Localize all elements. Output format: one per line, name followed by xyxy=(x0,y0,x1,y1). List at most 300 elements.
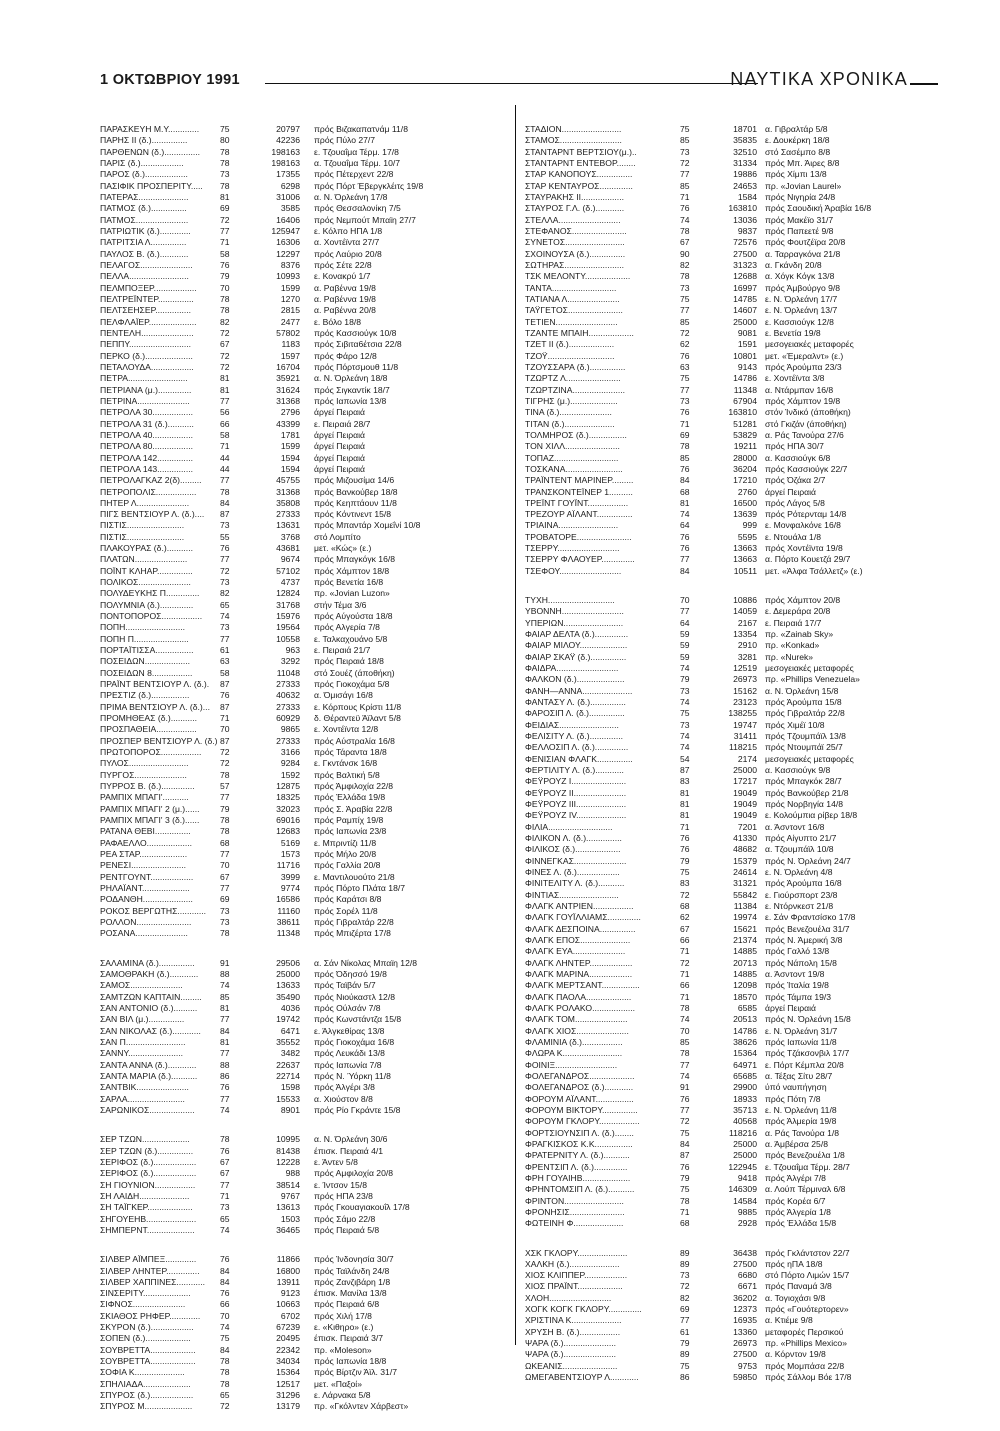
tonnage: 12519 xyxy=(733,663,757,674)
ship-status: ε. Δεμεράρα 20/8 xyxy=(765,606,831,617)
ship-name: ΤΡΟΒΑΤΟΡΕ....................... xyxy=(525,531,632,542)
ship-status: πρός Νεμπούτ Μπαϊη 27/7 xyxy=(314,214,416,225)
ship-status: πρ. «Jovian Luzon» xyxy=(314,588,390,599)
ship-name: ΡΕΝΤΓΟΥΝΤ.................. xyxy=(100,871,194,882)
ship-row xyxy=(525,407,938,418)
ship-name: ΤΟΠΑΖ........................... xyxy=(525,452,619,463)
ship-name: ΦΑΝΗ—ΑΝΝΑ..................... xyxy=(525,685,633,696)
build-year: 85 xyxy=(680,1036,690,1047)
ship-name: ΣΚΥΡΟΝ (δ.).................. xyxy=(100,1322,194,1333)
ship-row xyxy=(525,1184,938,1195)
tonnage: 1599 xyxy=(280,282,300,293)
build-year: 65 xyxy=(220,599,230,610)
build-year: 77 xyxy=(220,792,230,803)
ship-name: ΠΟΪΝΤ ΚΛΗΑΡ............... xyxy=(100,565,193,576)
ship-name: ΠΕΤΡΟΛΑ 143............... xyxy=(100,463,193,474)
ship-status: ε. Γκντάνσκ 16/8 xyxy=(314,758,378,769)
ship-status: α. Τογιοχάσι 9/8 xyxy=(765,1292,826,1303)
ship-name: ΦΛΑΓΚ ΡΟΛΑΚΟ.................. xyxy=(525,1002,636,1013)
ship-name: ΠΑΡΗΣ ΙΙ (δ.)............... xyxy=(100,135,188,146)
build-year: 88 xyxy=(220,968,230,979)
ship-row xyxy=(525,396,938,407)
ship-name: ΦΛΑΜΙΝΙΑ (δ.)................. xyxy=(525,1036,623,1047)
issue-date: 1 ΟΚΤΩΒΡΙΟΥ 1991 xyxy=(100,72,240,88)
ship-name: ΤΟΣΚΑΝΑ........................ xyxy=(525,463,623,474)
build-year: 56 xyxy=(220,407,230,418)
ship-status: πρός ΗΠΑ 30/7 xyxy=(765,441,824,452)
build-year: 76 xyxy=(680,543,690,554)
ship-name: ΦΛΑΓΚ ΠΑΟΛΑ................... xyxy=(525,991,632,1002)
ship-row xyxy=(525,487,938,498)
build-year: 76 xyxy=(220,1145,230,1156)
ship-row xyxy=(100,124,505,135)
tonnage: 26973 xyxy=(733,674,757,685)
ship-name: ΤΙΓΡΗΣ (μ.).................... xyxy=(525,395,618,406)
build-year: 75 xyxy=(680,867,690,877)
ship-row xyxy=(100,1060,505,1071)
build-year: 76 xyxy=(680,1093,690,1104)
build-year: 76 xyxy=(680,407,690,418)
build-year: 82 xyxy=(220,316,230,327)
ship-row xyxy=(100,237,505,248)
ship-status: πρός Ν. Όρλεάνη 15/8 xyxy=(765,1014,851,1025)
ship-status: πρός Φάρο 12/8 xyxy=(314,350,377,361)
build-year: 81 xyxy=(220,1002,230,1013)
ship-status: πρός Σιγκαντίκ 18/7 xyxy=(314,384,390,395)
ship-status: πρός Τάραντα 18/8 xyxy=(314,747,387,758)
ship-name: ΤΖΩΡΤΖ Λ....................... xyxy=(525,373,621,384)
ship-row xyxy=(100,147,505,158)
ship-row xyxy=(525,1048,938,1059)
tonnage: 16406 xyxy=(276,214,300,225)
tonnage: 27333 xyxy=(276,701,300,712)
ship-row xyxy=(100,169,505,180)
ship-name: ΣΑΜΟΘΡΑΚΗ (δ.)............ xyxy=(100,968,199,979)
build-year: 78 xyxy=(220,1356,230,1367)
tonnage: 3768 xyxy=(280,531,300,542)
ship-name: ΠΥΛΟΣ......................... xyxy=(100,758,189,769)
ship-status: ε. Ντουάλα 1/8 xyxy=(765,531,822,542)
ship-list-group xyxy=(525,595,938,1229)
tonnage: 36202 xyxy=(733,1292,757,1303)
ship-name: ΠΟΛΥΔΕΥΚΗΣ Π.............. xyxy=(100,588,200,599)
ship-status: μετ. «Κώς» (ε.) xyxy=(314,543,372,554)
tonnage: 35490 xyxy=(276,991,300,1002)
tonnage: 15364 xyxy=(276,1367,300,1378)
ship-row xyxy=(100,158,505,169)
ship-name: ΡΟΔΑΝΘΗ..................... xyxy=(100,894,193,905)
ship-name: ΦΡΟΝΗΣΙΣ....................... xyxy=(525,1206,625,1217)
build-year: 72 xyxy=(680,957,690,968)
ship-row xyxy=(525,1196,938,1207)
tonnage: 13360 xyxy=(733,1326,757,1337)
ship-row xyxy=(100,1214,505,1225)
ship-status: α. Τέξας Σίτυ 28/7 xyxy=(765,1070,833,1081)
build-year: 72 xyxy=(220,350,230,361)
build-year: 91 xyxy=(220,957,230,968)
tonnage: 17355 xyxy=(276,169,300,180)
ship-status: πρός Γιβραλτάρ 22/8 xyxy=(314,916,394,927)
ship-row xyxy=(525,215,938,226)
build-year: 76 xyxy=(220,1254,230,1265)
ship-row xyxy=(100,928,505,939)
ship-status: ε. Κόλπο ΗΠΑ 1/8 xyxy=(314,225,383,236)
tonnage: 57802 xyxy=(276,327,300,338)
ship-status: πρός Τζουμπάϊλ 13/8 xyxy=(765,731,846,742)
ship-status: α. Κτιέμε 9/8 xyxy=(765,1315,813,1326)
ship-status: πρ. «Phillips Mexico» xyxy=(765,1338,847,1349)
ship-name: ΦΑΙΑΡ ΜΙΛΟΥ.................... xyxy=(525,640,628,651)
ship-row xyxy=(100,554,505,565)
tonnage: 45755 xyxy=(276,475,300,486)
ship-name: ΠΡΑΪΝΤ ΒΕΝΤΣΙΟΥΡ Λ. (δ.). xyxy=(100,679,210,690)
ship-name: ΠΡΩΤΟΠΟΡΟΣ................. xyxy=(100,747,202,758)
ship-status: πρός Αύγούστα 18/8 xyxy=(314,611,393,622)
ship-row xyxy=(525,543,938,554)
tonnage: 6680 xyxy=(737,1270,757,1281)
ship-name: ΠΕΤΡΟΛΑ 40................. xyxy=(100,429,193,440)
ship-name: ΤΙΤΑΝ (δ.)..................... xyxy=(525,418,615,429)
ship-name: ΤΡΑΝΣΚΟΝΤΕΪΝΕΡ 1.......... xyxy=(525,486,633,497)
ship-name: ΣΤΑΥΡΑΚΗΣ ΙΙ.................. xyxy=(525,191,624,202)
ship-name: ΧΑΛΚΗ (δ.)..................... xyxy=(525,1258,620,1269)
ship-status: πρ. «Jovian Laurel» xyxy=(765,180,842,191)
ship-row xyxy=(525,1139,938,1150)
build-year: 72 xyxy=(680,1281,690,1292)
ship-name: ΤΟΝ ΧΙΛΛ....................... xyxy=(525,441,620,452)
ship-name: ΠΕΤΡΙΑΝΑ (μ.).............. xyxy=(100,384,192,395)
build-year: 72 xyxy=(220,1401,230,1412)
ship-name: ΦΑΙΑΡ ΔΕΛΤΑ (δ.).............. xyxy=(525,629,629,640)
ship-status: ε. «Κιθηρο» (ε.) xyxy=(314,1322,374,1333)
ship-status: πρός Μπαγκόκ 28/7 xyxy=(765,776,842,787)
ship-row xyxy=(525,731,938,742)
ship-status: μεσογειακές μεταφορές xyxy=(765,339,854,350)
ship-status: ε. Χοντέϊντα 12/8 xyxy=(314,724,379,735)
build-year: 88 xyxy=(220,1059,230,1070)
ship-name: ΦΟΡΟΥΜ ΒΙΚΤΟΡΥ............... xyxy=(525,1104,638,1115)
ship-status: α. Χιούστον 8/8 xyxy=(314,1093,373,1104)
tonnage: 38626 xyxy=(733,1036,757,1047)
tonnage: 67904 xyxy=(733,395,757,406)
ship-status: ε. Τζουαΐμα Τέρμ. 28/7 xyxy=(765,1161,850,1172)
ship-name: ΦΛΑΓΚ ΜΑΡΙΝΑ.................. xyxy=(525,968,633,979)
build-year: 78 xyxy=(220,928,230,939)
ship-name: ΣΕΡ ΤΖΩΝ.................... xyxy=(100,1134,190,1145)
ship-name: ΤΖΕΤ ΙΙ (δ.)................... xyxy=(525,339,615,350)
build-year: 77 xyxy=(220,1093,230,1104)
tonnage: 18325 xyxy=(276,792,300,803)
ship-status: πρός Χοντέϊντα 19/8 xyxy=(765,543,843,554)
ship-row xyxy=(100,1367,505,1378)
ship-status: πρός Άλγέρι 7/8 xyxy=(765,1172,826,1183)
build-year: 75 xyxy=(680,124,690,134)
ship-status: πρός Μιζουσίμα 14/6 xyxy=(314,475,395,486)
ship-status: πρ. «Γκόλντεν Χάρβεστ» xyxy=(314,1401,409,1412)
ship-name: ΠΕΛΦΛΑΪΕΡ.................... xyxy=(100,316,197,327)
build-year: 84 xyxy=(220,1025,230,1036)
ship-row xyxy=(100,1401,505,1412)
tonnage: 20495 xyxy=(276,1333,300,1344)
build-year: 85 xyxy=(680,452,690,463)
ship-status: δ. Θέραντεϋ Άϊλαντ 5/8 xyxy=(314,713,401,724)
tonnage: 31411 xyxy=(733,731,757,742)
ship-status: πρός Χάμπτον 19/8 xyxy=(765,395,841,406)
build-year: 87 xyxy=(220,701,230,712)
ship-name: ΣΑΡΩΝΙΚΟΣ................... xyxy=(100,1104,195,1115)
ship-row xyxy=(525,1207,938,1218)
ship-name: ΦΙΛΙΚΟΣ (δ.)................... xyxy=(525,844,621,855)
ship-status: άργεί Πειραιά xyxy=(314,463,365,474)
tonnage: 27333 xyxy=(276,679,300,690)
ship-row xyxy=(100,826,505,837)
tonnage: 19886 xyxy=(733,169,757,180)
ship-status: α. Κόρντον 19/8 xyxy=(765,1349,826,1360)
ship-row xyxy=(525,1003,938,1014)
ship-row xyxy=(100,1180,505,1191)
ship-name: ΩΚΕΑΝΙΣ....................... xyxy=(525,1360,618,1371)
build-year: 69 xyxy=(680,429,690,440)
build-year: 72 xyxy=(680,1116,690,1127)
tonnage: 13631 xyxy=(276,520,300,531)
ship-row xyxy=(100,441,505,452)
ship-row xyxy=(100,1356,505,1367)
ship-status: πρός Πέτερχεντ 22/8 xyxy=(314,169,394,180)
build-year: 74 xyxy=(220,611,230,622)
ship-name: ΤΕΤΙΕΝ.......................... xyxy=(525,316,618,327)
tonnage: 12683 xyxy=(276,826,300,837)
ship-status: ε. Τζουαΐμα Τέρμ. 17/8 xyxy=(314,146,399,157)
ship-status: πρός Χιμέϊ 10/8 xyxy=(765,719,825,730)
tonnage: 10801 xyxy=(733,350,757,361)
ship-status: πρός Σαουδική Άραβία 16/8 xyxy=(765,203,872,214)
ship-name: ΠΙΣΤΙΣ........................ xyxy=(100,531,185,542)
ship-name: ΦΙΝΝΕΓΚΑΣ...................... xyxy=(525,855,627,866)
tonnage: 9767 xyxy=(280,1190,300,1201)
ship-row xyxy=(525,1270,938,1281)
ship-status: α. Ν. Όρλεάνη 18/8 xyxy=(314,373,388,384)
ship-row xyxy=(100,906,505,917)
ship-name: ΣΕΡ ΤΖΩΝ (δ.)............... xyxy=(100,1145,194,1156)
ship-name: ΠΟΛΥΜΝΙΑ (δ.).............. xyxy=(100,599,194,610)
tonnage: 9123 xyxy=(280,1288,300,1299)
ship-status: πρός Λάγος 5/8 xyxy=(765,497,825,508)
build-year: 63 xyxy=(220,656,230,667)
ship-name: ΦΕΫΡΟΥΖ ΙV..................... xyxy=(525,810,627,821)
ship-list-group xyxy=(100,1254,505,1413)
build-year: 71 xyxy=(680,418,690,429)
ship-row xyxy=(100,1322,505,1333)
ship-row xyxy=(525,606,938,617)
ship-row xyxy=(100,317,505,328)
tonnage: 3482 xyxy=(280,1048,300,1059)
ship-row xyxy=(100,373,505,384)
ship-status: πρός Κασσιούγκ 10/8 xyxy=(314,327,397,338)
ship-name: ΦΟΙΝΙΞ.......................... xyxy=(525,1059,618,1070)
ship-status: ε. Ντόρνκεστ 21/8 xyxy=(765,900,834,911)
tonnage: 38611 xyxy=(276,916,300,927)
tonnage: 27333 xyxy=(276,735,300,746)
ship-row xyxy=(100,736,505,747)
tonnage: 60929 xyxy=(276,713,300,724)
ship-row xyxy=(100,804,505,815)
ship-name: ΤΟΛΜΗΡΟΣ (δ.)................ xyxy=(525,429,627,440)
ship-status: πρός Γκουαγιακουΐλ 17/8 xyxy=(314,1202,410,1213)
tonnage: 11048 xyxy=(276,667,300,678)
build-year: 66 xyxy=(680,980,690,991)
ship-status: πρός Ρότερνταμ 14/8 xyxy=(765,509,847,520)
tonnage: 12824 xyxy=(276,588,300,599)
ship-row xyxy=(525,181,938,192)
build-year: 55 xyxy=(220,531,230,542)
ship-row xyxy=(525,742,938,753)
build-year: 63 xyxy=(680,361,690,372)
build-year: 72 xyxy=(220,565,230,576)
ship-row xyxy=(525,271,938,282)
ship-name: ΠΟΣΕΙΔΩΝ 8................. xyxy=(100,667,193,678)
ship-row xyxy=(525,260,938,271)
tonnage: 125947 xyxy=(271,225,300,236)
tonnage: 3166 xyxy=(280,747,300,758)
build-year: 87 xyxy=(220,509,230,520)
ship-name: ΣΩΤΗΡΑΣ......................... xyxy=(525,259,625,270)
ship-name: ΥΒΟΝΝΗ.......................... xyxy=(525,606,624,617)
tonnage: 7201 xyxy=(737,821,757,832)
build-year: 70 xyxy=(680,595,690,606)
ship-list-group xyxy=(525,1248,938,1384)
ship-name: ΣΤΑΡ ΚΕΝΤΑΥΡΟΣ.............. xyxy=(525,180,633,191)
ship-name: ΠΑΥΛΟΣ Β. (δ.)............ xyxy=(100,248,189,259)
ship-row xyxy=(525,362,938,373)
build-year: 78 xyxy=(220,769,230,780)
ship-row xyxy=(525,652,938,663)
ship-row xyxy=(100,1094,505,1105)
build-year: 77 xyxy=(680,1059,690,1070)
ship-row xyxy=(525,1259,938,1270)
ship-status: πρός Μακέϊο 31/7 xyxy=(765,214,834,225)
ship-row xyxy=(100,577,505,588)
ship-row xyxy=(525,237,938,248)
ship-name: ΤΡΑΪΝΤΕΝΤ ΜΑΡΙΝΕΡ......... xyxy=(525,475,634,486)
ship-name: ΡΟΣΑΝΑ...................... xyxy=(100,928,188,939)
build-year: 73 xyxy=(680,395,690,406)
ship-row xyxy=(100,566,505,577)
ship-status: ε. Ν. Όρλεάνη 31/7 xyxy=(765,1025,838,1036)
ship-name: ΠΙΣΤΙΣ........................ xyxy=(100,520,185,531)
build-year: 78 xyxy=(220,486,230,497)
ship-row xyxy=(525,1026,938,1037)
tonnage: 24653 xyxy=(733,180,757,191)
build-year: 78 xyxy=(680,225,690,236)
ship-row xyxy=(100,498,505,509)
header-rule-end xyxy=(910,83,938,85)
build-year: 81 xyxy=(220,1036,230,1047)
ship-status: πρός Άλγέρι 3/8 xyxy=(314,1082,375,1093)
ship-row xyxy=(100,622,505,633)
tonnage: 42236 xyxy=(276,135,300,146)
build-year: 67 xyxy=(680,923,690,934)
build-year: 71 xyxy=(220,237,230,248)
ship-name: ΤΙΝΑ (δ.)...................... xyxy=(525,407,612,418)
tonnage: 12228 xyxy=(276,1156,300,1167)
ship-row xyxy=(525,147,938,158)
ship-row xyxy=(525,980,938,991)
ship-name: ΤΣΕΡΡΥ ΦΛΑΟΥΕΡ.............. xyxy=(525,554,635,565)
ship-status: α. Ν. Όρλεάνη 17/8 xyxy=(314,191,388,202)
tonnage: 19049 xyxy=(733,787,757,798)
ship-name: ΧΙΟΣ ΠΡΑΪΝΤ................... xyxy=(525,1281,623,1292)
ship-row xyxy=(525,878,938,889)
ship-name: ΠΛΑΚΟΥΡΑΣ (δ.)........... xyxy=(100,543,193,554)
ship-name: ΣΧΟΙΝΟΥΣΑ (δ.)............... xyxy=(525,248,626,259)
ship-status: πρ. «Phillips Venezuela» xyxy=(765,674,860,685)
ship-row xyxy=(100,328,505,339)
ship-row xyxy=(100,600,505,611)
tonnage: 963 xyxy=(285,645,300,656)
ship-row xyxy=(100,203,505,214)
ship-status: α. Ράς Τανούρα 27/6 xyxy=(765,429,844,440)
ship-status: ε. Κόρπους Κρίστι 11/8 xyxy=(314,701,402,712)
ship-status: α. Ραβέννα 19/8 xyxy=(314,293,376,304)
tonnage: 198163 xyxy=(271,157,300,168)
ship-row xyxy=(525,294,938,305)
ship-row xyxy=(100,1288,505,1299)
ship-name: ΣΑΝ Π......................... xyxy=(100,1036,186,1047)
tonnage: 35552 xyxy=(276,1036,300,1047)
build-year: 62 xyxy=(680,339,690,350)
ship-name: ΣΗ ΤΑΪΓΚΕΡ................... xyxy=(100,1202,193,1213)
tonnage: 12875 xyxy=(276,781,300,792)
build-year: 85 xyxy=(680,316,690,327)
build-year: 71 xyxy=(680,821,690,832)
ship-status: α. Γκάνδη 20/8 xyxy=(765,259,822,270)
ship-row xyxy=(100,792,505,803)
ship-status: μετ. «Άλφα Τσάλλετζ» (ε.) xyxy=(765,565,863,576)
ship-status: πρός Σιβιτα6έτσια 22/8 xyxy=(314,339,402,350)
ship-status: ε. Πειραιά 21/7 xyxy=(314,645,371,656)
ship-row xyxy=(525,1248,938,1259)
ship-row xyxy=(100,781,505,792)
build-year: 77 xyxy=(220,1179,230,1190)
ship-row xyxy=(100,1333,505,1344)
build-year: 77 xyxy=(220,225,230,236)
tonnage: 1183 xyxy=(281,339,300,350)
build-year: 76 xyxy=(680,350,690,361)
ship-name: ΧΛΟΗ.......................... xyxy=(525,1292,612,1303)
tonnage: 14885 xyxy=(733,946,757,957)
ship-name: ΠΟΣΕΙΔΩΝ................... xyxy=(100,656,191,667)
ship-name: ΠΛΑΤΩΝ...................... xyxy=(100,554,188,565)
ship-name: ΠΡΕΣΤΙΖ (δ.)................ xyxy=(100,690,190,701)
build-year: 74 xyxy=(220,1104,230,1115)
ship-status: α. Άσντοντ 16/8 xyxy=(765,821,825,832)
ship-row xyxy=(525,844,938,855)
tonnage: 1503 xyxy=(280,1213,300,1224)
ship-status: ε. Βόλο 18/8 xyxy=(314,316,362,327)
tonnage: 35835 xyxy=(733,135,757,146)
build-year: 77 xyxy=(220,1014,230,1025)
ship-list-group xyxy=(100,124,505,940)
ship-row xyxy=(100,702,505,713)
ship-row xyxy=(100,645,505,656)
tonnage: 20797 xyxy=(276,124,300,134)
build-year: 75 xyxy=(680,1360,690,1371)
build-year: 81 xyxy=(220,384,230,395)
build-year: 83 xyxy=(680,878,690,889)
tonnage: 1597 xyxy=(280,350,300,361)
ship-name: ΦΡΗΝΤΟΜΣΙΠ Λ. (δ.)........... xyxy=(525,1184,635,1195)
ship-name: ΣΤΑΜΟΣ.......................... xyxy=(525,135,622,146)
